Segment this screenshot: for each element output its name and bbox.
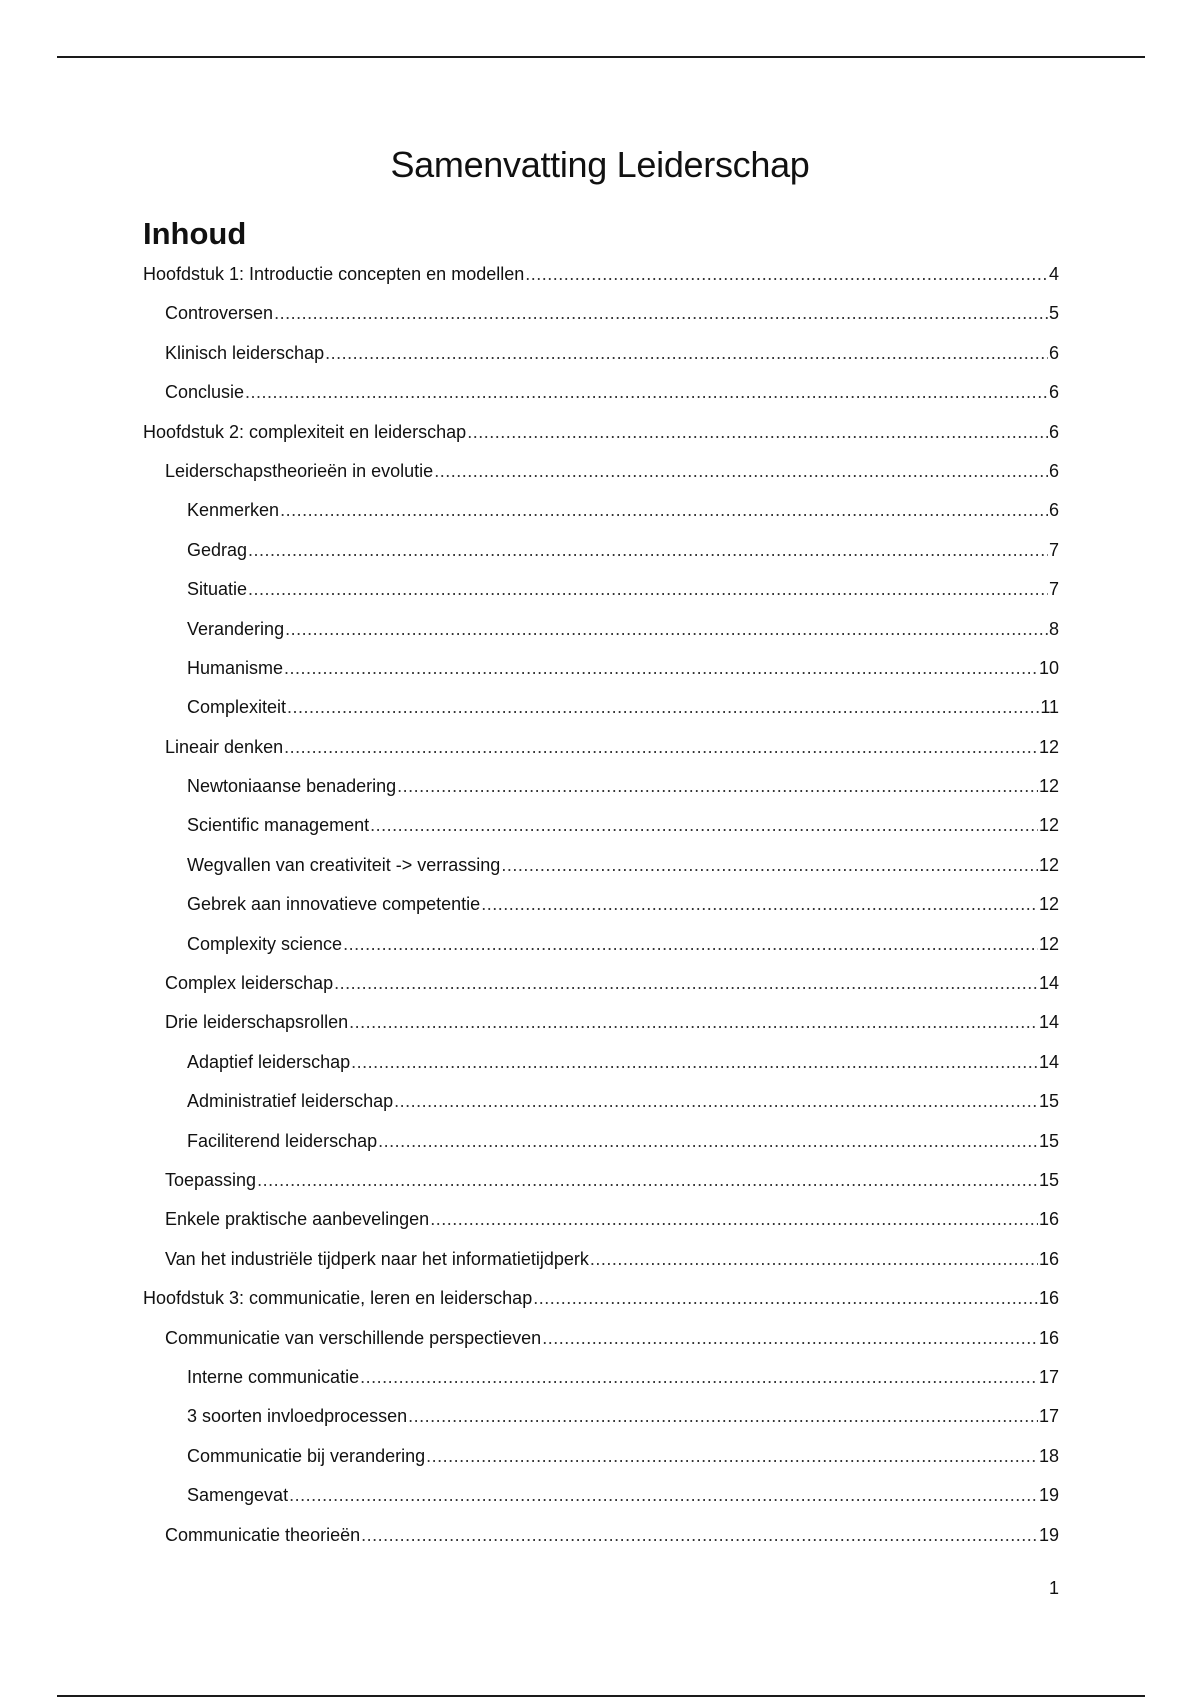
toc-entry-page: 14 xyxy=(1038,1051,1059,1072)
toc-entry-page: 6 xyxy=(1048,421,1059,442)
toc-entry[interactable] xyxy=(143,1367,1059,1406)
toc-dot-leader xyxy=(378,1131,1038,1152)
toc-dot-leader xyxy=(590,1249,1038,1270)
toc-entry-label: Communicatie bij verandering xyxy=(187,1445,426,1466)
toc-entry-page: 4 xyxy=(1048,264,1059,284)
toc-dot-leader xyxy=(245,382,1048,403)
toc-entry-label: Gedrag xyxy=(187,539,248,560)
toc-entry[interactable] xyxy=(143,1249,1059,1288)
toc-entry-label: Hoofdstuk 1: Introductie concepten en modellen xyxy=(143,264,525,284)
toc-dot-leader xyxy=(280,500,1048,521)
toc-entry-page: 17 xyxy=(1038,1406,1059,1427)
toc-entry-label: Faciliterend leiderschap xyxy=(187,1130,378,1151)
toc-dot-leader xyxy=(257,1170,1038,1191)
toc-dot-leader xyxy=(370,815,1038,836)
toc-entry-label: Leiderschapstheorieën in evolutie xyxy=(165,460,434,481)
toc-entry-page: 7 xyxy=(1048,579,1059,600)
toc-dot-leader xyxy=(343,934,1038,955)
toc-entry[interactable] xyxy=(143,1485,1059,1524)
toc-entry-page: 12 xyxy=(1038,776,1059,797)
toc-entry[interactable] xyxy=(143,500,1059,539)
toc-entry[interactable] xyxy=(143,1288,1059,1327)
toc-entry[interactable] xyxy=(143,461,1059,500)
toc-dot-leader xyxy=(394,1091,1038,1112)
toc-entry-label: Complexity science xyxy=(187,933,343,954)
toc-entry-page: 12 xyxy=(1038,854,1059,875)
toc-entry-page: 14 xyxy=(1038,973,1059,994)
toc-dot-leader xyxy=(481,894,1038,915)
toc-dot-leader xyxy=(289,1485,1038,1506)
document-title: Samenvatting Leiderschap xyxy=(390,144,810,185)
toc-entry-label: Complex leiderschap xyxy=(165,973,334,994)
toc-dot-leader xyxy=(397,776,1038,797)
toc-entry-page: 5 xyxy=(1048,303,1059,324)
toc-entry-label: Humanisme xyxy=(187,657,284,678)
toc-entry[interactable] xyxy=(143,973,1059,1012)
toc-entry[interactable] xyxy=(143,343,1059,382)
toc-dot-leader xyxy=(284,658,1038,679)
toc-dot-leader xyxy=(360,1367,1038,1388)
toc-entry-page: 7 xyxy=(1048,539,1059,560)
toc-entry-label: Hoofdstuk 3: communicatie, leren en leiderschap xyxy=(143,1288,533,1309)
toc-entry-page: 19 xyxy=(1038,1524,1059,1545)
toc-dot-leader xyxy=(274,303,1048,324)
toc-dot-leader xyxy=(430,1209,1038,1230)
toc-dot-leader xyxy=(287,697,1039,718)
toc-entry[interactable] xyxy=(143,894,1059,933)
toc-entry-label: Klinisch leiderschap xyxy=(165,342,325,363)
toc-entry-page: 16 xyxy=(1038,1248,1059,1269)
footer-rule xyxy=(57,1695,1145,1697)
toc-dot-leader xyxy=(325,343,1048,364)
toc-entry[interactable] xyxy=(143,1406,1059,1445)
toc-dot-leader xyxy=(361,1525,1038,1546)
toc-entry-page: 6 xyxy=(1048,382,1059,403)
toc-entry-label: Gebrek aan innovatieve competentie xyxy=(187,894,481,915)
toc-entry-page: 12 xyxy=(1038,736,1059,757)
toc-entry[interactable] xyxy=(143,382,1059,421)
toc-entry[interactable] xyxy=(143,697,1059,736)
toc-entry-label: Enkele praktische aanbevelingen xyxy=(165,1209,430,1230)
toc-entry-label: Toepassing xyxy=(165,1169,257,1190)
toc-entry-page: 17 xyxy=(1038,1366,1059,1387)
toc-dot-leader xyxy=(467,422,1048,443)
toc-dot-leader xyxy=(501,855,1038,876)
toc-entry-page: 6 xyxy=(1048,342,1059,363)
toc-entry-page: 10 xyxy=(1038,657,1059,678)
toc-entry-label: Situatie xyxy=(187,579,248,600)
toc-entry-label: Hoofdstuk 2: complexiteit en leiderschap xyxy=(143,421,467,442)
toc-entry-label: Controversen xyxy=(165,303,274,324)
toc-entry[interactable] xyxy=(143,855,1059,894)
toc-entry-page: 6 xyxy=(1048,500,1059,521)
toc-entry-label: Interne communicatie xyxy=(187,1366,360,1387)
toc-entry-page: 12 xyxy=(1038,815,1059,836)
toc-dot-leader xyxy=(334,973,1038,994)
toc-dot-leader xyxy=(284,737,1038,758)
toc-entry[interactable] xyxy=(143,815,1059,854)
toc-entry-label: Wegvallen van creativiteit -> verrassing xyxy=(187,854,501,875)
toc-entry-page: 12 xyxy=(1038,894,1059,915)
toc-entry-label: Complexiteit xyxy=(187,697,287,718)
toc-entry-label: Drie leiderschapsrollen xyxy=(165,1012,349,1033)
toc-entry-label: Communicatie van verschillende perspectieven xyxy=(165,1327,542,1348)
toc-dot-leader xyxy=(542,1328,1038,1349)
toc-entry[interactable] xyxy=(143,737,1059,776)
toc-heading: Inhoud xyxy=(143,216,247,251)
toc-entry-page: 16 xyxy=(1038,1327,1059,1348)
toc-entry-page: 16 xyxy=(1038,1288,1059,1309)
toc-entry-page: 19 xyxy=(1038,1485,1059,1506)
toc-entry[interactable] xyxy=(143,1328,1059,1367)
toc-dot-leader xyxy=(285,619,1048,640)
toc-entry-page: 15 xyxy=(1038,1091,1059,1112)
toc-entry-label: Communicatie theorieën xyxy=(165,1524,361,1545)
toc-entry-page: 16 xyxy=(1038,1209,1059,1230)
toc-entry[interactable] xyxy=(143,1446,1059,1485)
toc-entry-label: Samengevat xyxy=(187,1485,289,1506)
toc-entry-page: 6 xyxy=(1048,460,1059,481)
toc-entry-label: Administratief leiderschap xyxy=(187,1091,394,1112)
toc-entry-label: Scientific management xyxy=(187,815,370,836)
toc-entry[interactable] xyxy=(143,540,1059,579)
toc-entry[interactable] xyxy=(143,1209,1059,1248)
toc-entry[interactable] xyxy=(143,934,1059,973)
toc-entry-page: 11 xyxy=(1040,697,1059,718)
toc-entry[interactable] xyxy=(143,619,1059,658)
toc-entry-page: 8 xyxy=(1048,618,1059,639)
toc-entry[interactable] xyxy=(143,1091,1059,1130)
toc-dot-leader xyxy=(248,579,1048,600)
toc-entry[interactable] xyxy=(143,579,1059,618)
toc-dot-leader xyxy=(426,1446,1038,1467)
toc-entry-page: 18 xyxy=(1038,1445,1059,1466)
toc-entry-label: Lineair denken xyxy=(165,736,284,757)
toc-entry-label: Verandering xyxy=(187,618,285,639)
header-rule xyxy=(57,56,1145,58)
toc-entry[interactable] xyxy=(143,658,1059,697)
toc-dot-leader xyxy=(349,1012,1038,1033)
toc-entry-page: 14 xyxy=(1038,1012,1059,1033)
toc-entry[interactable] xyxy=(143,1131,1059,1170)
toc-entry-label: Kenmerken xyxy=(187,500,280,521)
toc-entry-page: 15 xyxy=(1038,1130,1059,1151)
toc-entry-page: 15 xyxy=(1038,1169,1059,1190)
toc-entry[interactable] xyxy=(143,776,1059,815)
toc-dot-leader xyxy=(248,540,1048,561)
toc-dot-leader xyxy=(408,1406,1038,1427)
toc-dot-leader xyxy=(434,461,1048,482)
toc-entry[interactable] xyxy=(143,1525,1059,1564)
toc-dot-leader xyxy=(533,1288,1038,1309)
toc-entry[interactable] xyxy=(143,1052,1059,1091)
toc-entry[interactable] xyxy=(143,1170,1059,1209)
page-number: 1 xyxy=(1048,1578,1059,1598)
toc-entry-label: Adaptief leiderschap xyxy=(187,1051,351,1072)
toc-entry-label: Newtoniaanse benadering xyxy=(187,776,397,797)
toc-dot-leader xyxy=(525,264,1048,285)
toc-entry[interactable] xyxy=(143,303,1059,342)
toc-entry-label: Conclusie xyxy=(165,382,245,403)
toc-entry[interactable] xyxy=(143,1012,1059,1051)
toc-entry[interactable] xyxy=(143,422,1059,461)
toc-entry[interactable] xyxy=(143,264,1059,303)
toc-entry-label: 3 soorten invloedprocessen xyxy=(187,1406,408,1427)
toc-entry-label: Van het industriële tijdperk naar het informatietijdperk xyxy=(165,1248,589,1269)
toc-entry-page: 12 xyxy=(1038,933,1059,954)
toc-dot-leader xyxy=(351,1052,1038,1073)
table-of-contents xyxy=(143,264,1059,1564)
